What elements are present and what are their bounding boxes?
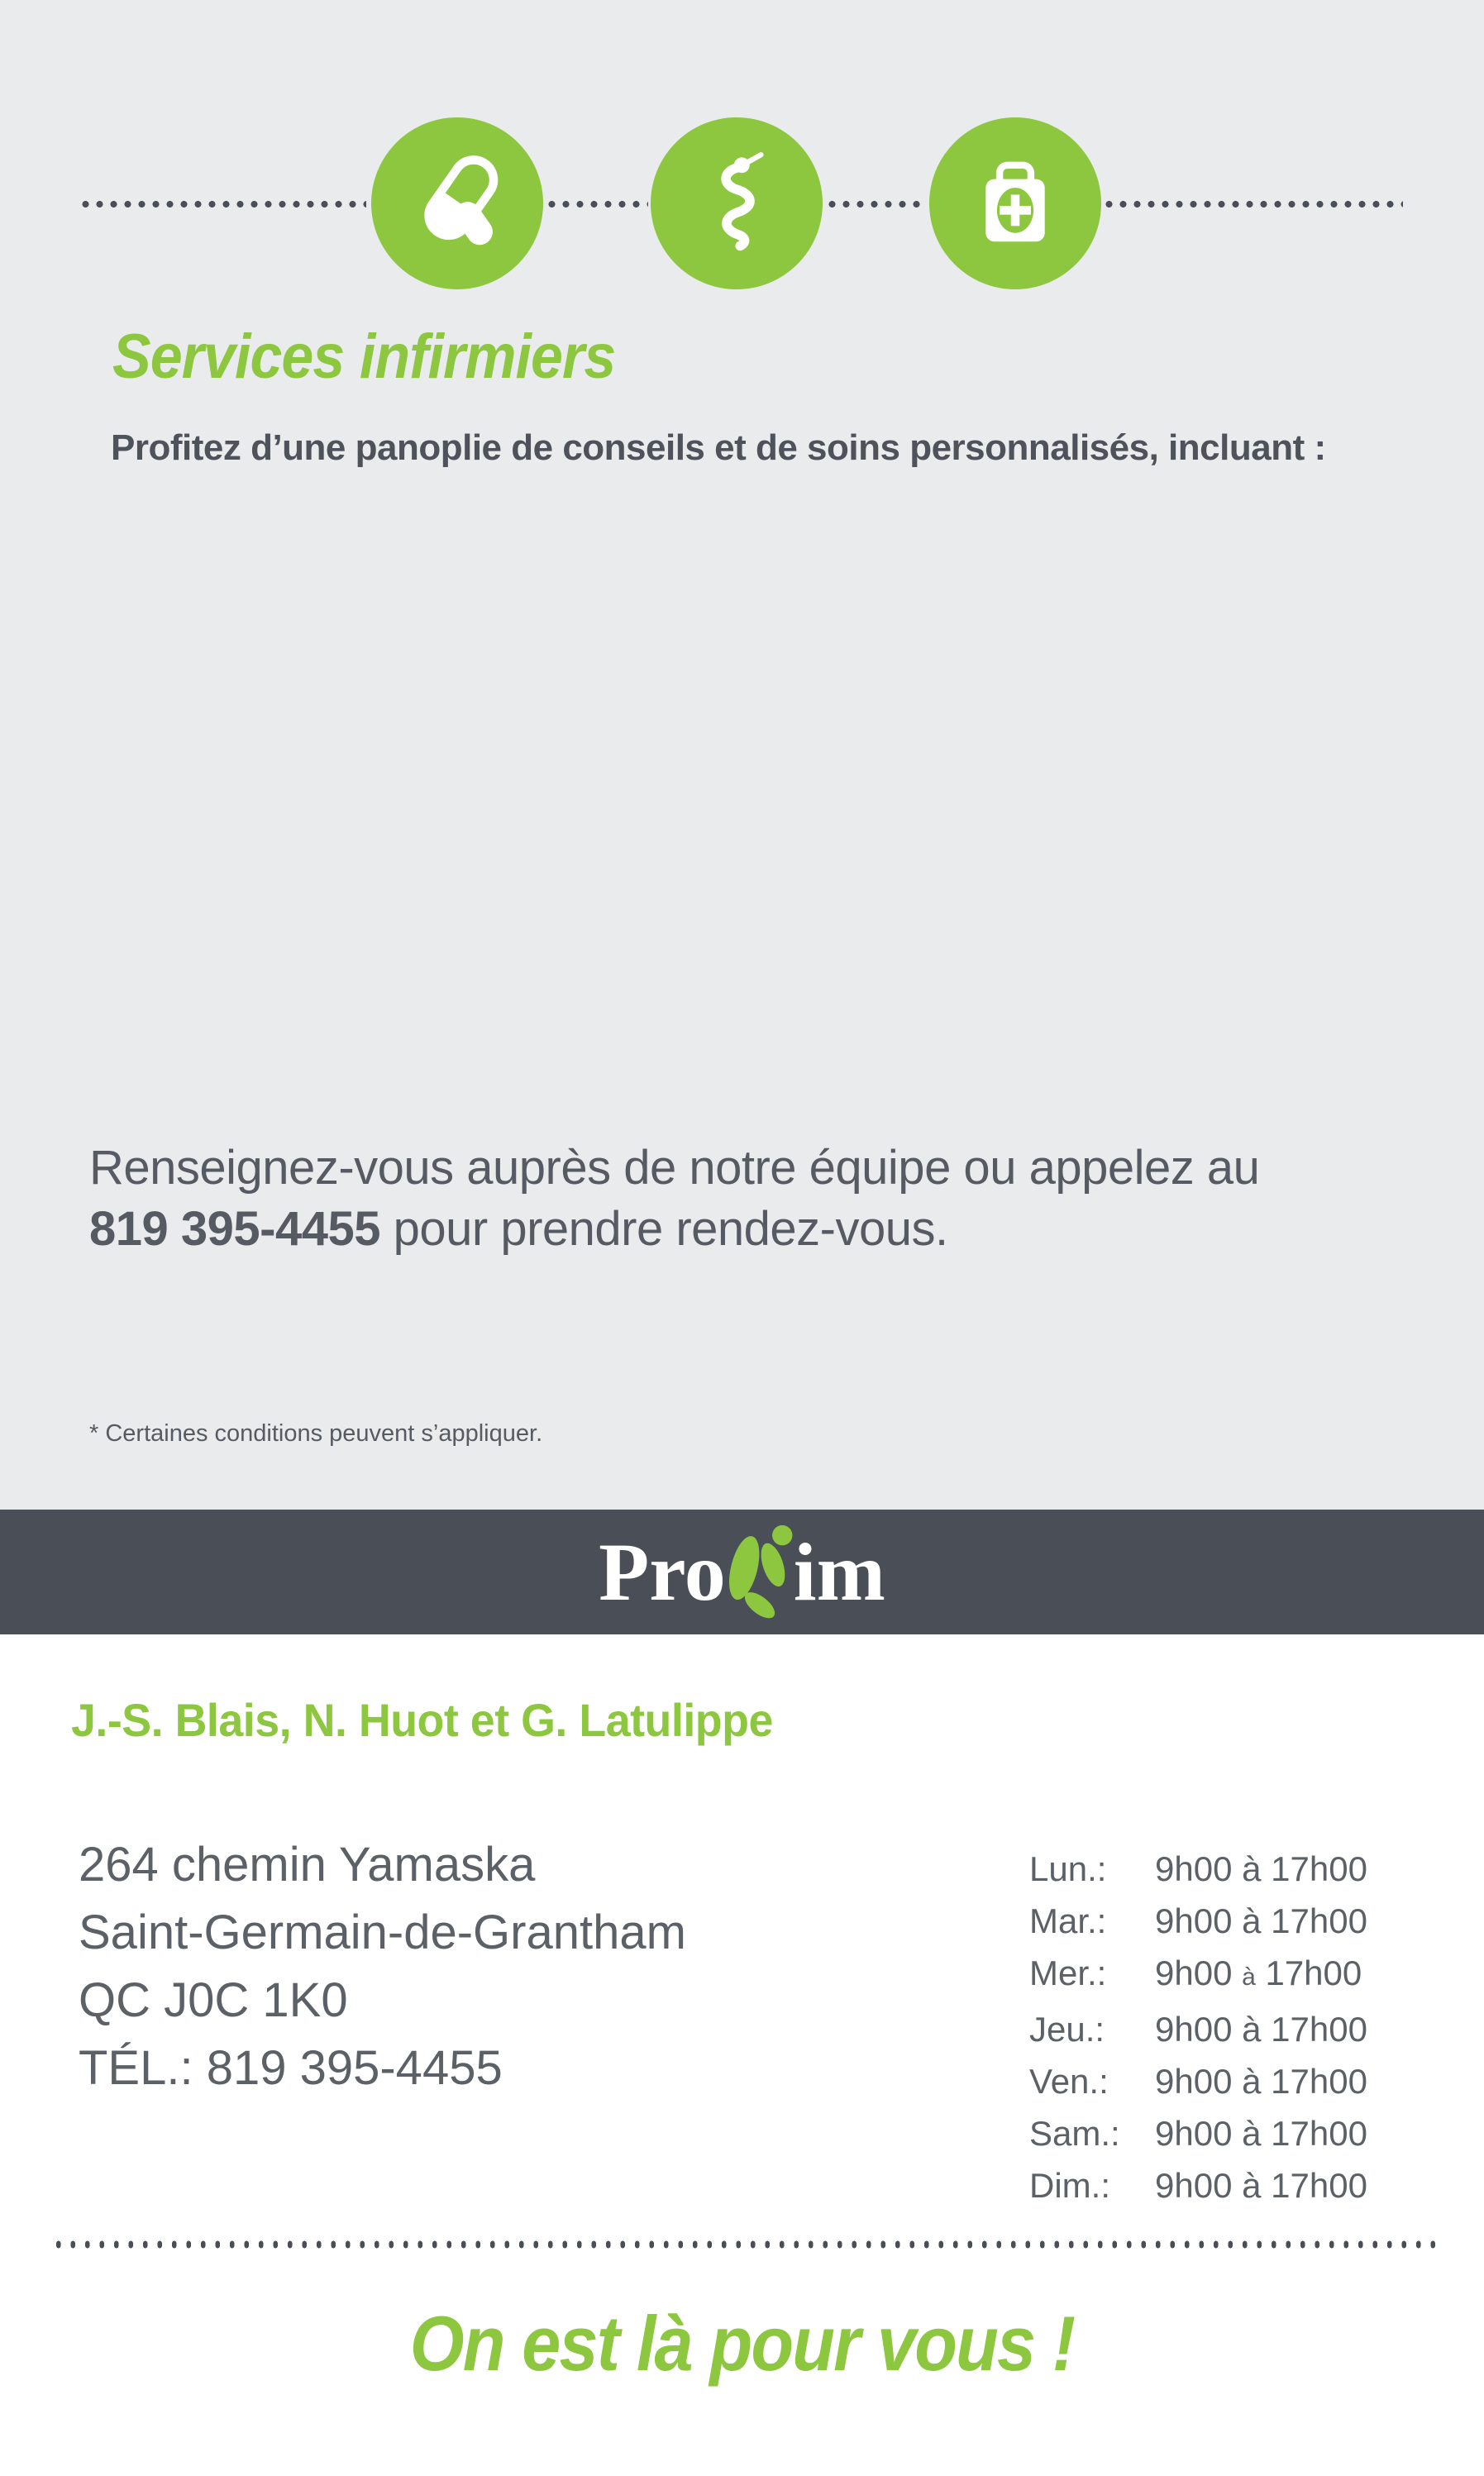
dotted-divider-bottom — [51, 2240, 1445, 2249]
hours-row — [1029, 1947, 1367, 2003]
subtitle: Profitez d’une panoplie de conseils et de soins personnalisés, incluant : — [111, 427, 1326, 468]
hours-row — [1029, 1895, 1367, 1947]
hours-time: 9h00 à 17h00 — [1155, 1901, 1367, 1940]
pharmacists-names: J.-S. Blais, N. Huot et G. Latulippe — [71, 1694, 773, 1746]
hours-row — [1029, 2107, 1367, 2159]
hours-time: 9h00 à 17h00 — [1155, 2114, 1367, 2153]
hours-day: Mer.: — [1029, 1954, 1107, 1992]
hours-time: 9h00 à 17h00 — [1155, 2166, 1367, 2205]
proxim-logo — [599, 1520, 885, 1624]
address-line: Saint-Germain-de-Grantham — [79, 1906, 686, 1959]
hours-day: Ven.: — [1029, 2062, 1109, 2101]
dotted-divider-segment — [825, 200, 927, 208]
cta-text — [89, 1138, 1429, 1260]
hours-day: Lun.: — [1029, 1849, 1107, 1888]
dotted-divider-segment — [1102, 200, 1403, 208]
hours-row — [1029, 2003, 1367, 2055]
hours-day: Mar.: — [1029, 1901, 1107, 1940]
hours-time: 9h00 à 17h00 — [1155, 2010, 1367, 2049]
phone-line: TÉL.: 819 395-4455 — [79, 2041, 503, 2095]
page-title: Services infirmiers — [112, 322, 616, 392]
pill-bandage-icon — [371, 117, 543, 289]
hours-time: 9h00 à 17h00 — [1155, 1849, 1367, 1888]
address-line: QC J0C 1K0 — [79, 1973, 348, 2027]
conditions-footnote: * Certaines conditions peuvent s’appliquer. — [89, 1420, 543, 1447]
hours-day: Dim.: — [1029, 2166, 1110, 2205]
asclepius-snake-icon — [651, 117, 823, 289]
hours-time: 9h00 à 17h00 — [1155, 2062, 1367, 2101]
footer-tagline: On est là pour vous ! — [409, 2300, 1075, 2387]
logo-text-post: im — [793, 1525, 885, 1618]
proxim-x-leaf-icon — [721, 1524, 799, 1628]
cta-line1: Renseignez-vous auprès de notre équipe ou appelez au — [89, 1141, 1260, 1195]
phone-number: 819 395-4455 — [89, 1202, 380, 1256]
hours-time: 9h00 à 17h00 — [1155, 1954, 1362, 1992]
dotted-divider-segment — [79, 200, 366, 208]
store-address — [79, 1831, 686, 2102]
dotted-divider-segment — [545, 200, 648, 208]
store-info-section — [0, 1634, 1484, 2476]
first-aid-kit-icon — [929, 117, 1101, 289]
hours-day: Jeu.: — [1029, 2010, 1105, 2049]
hours-row — [1029, 1843, 1367, 1895]
hours-row — [1029, 2055, 1367, 2107]
hours-row — [1029, 2159, 1367, 2211]
brand-band — [0, 1510, 1484, 1634]
address-line: 264 chemin Yamaska — [79, 1838, 536, 1892]
hours-day: Sam.: — [1029, 2114, 1120, 2153]
logo-text-pre: Pro — [599, 1525, 726, 1618]
opening-hours — [1029, 1843, 1367, 2211]
cta-line2: pour prendre rendez-vous. — [380, 1202, 948, 1256]
